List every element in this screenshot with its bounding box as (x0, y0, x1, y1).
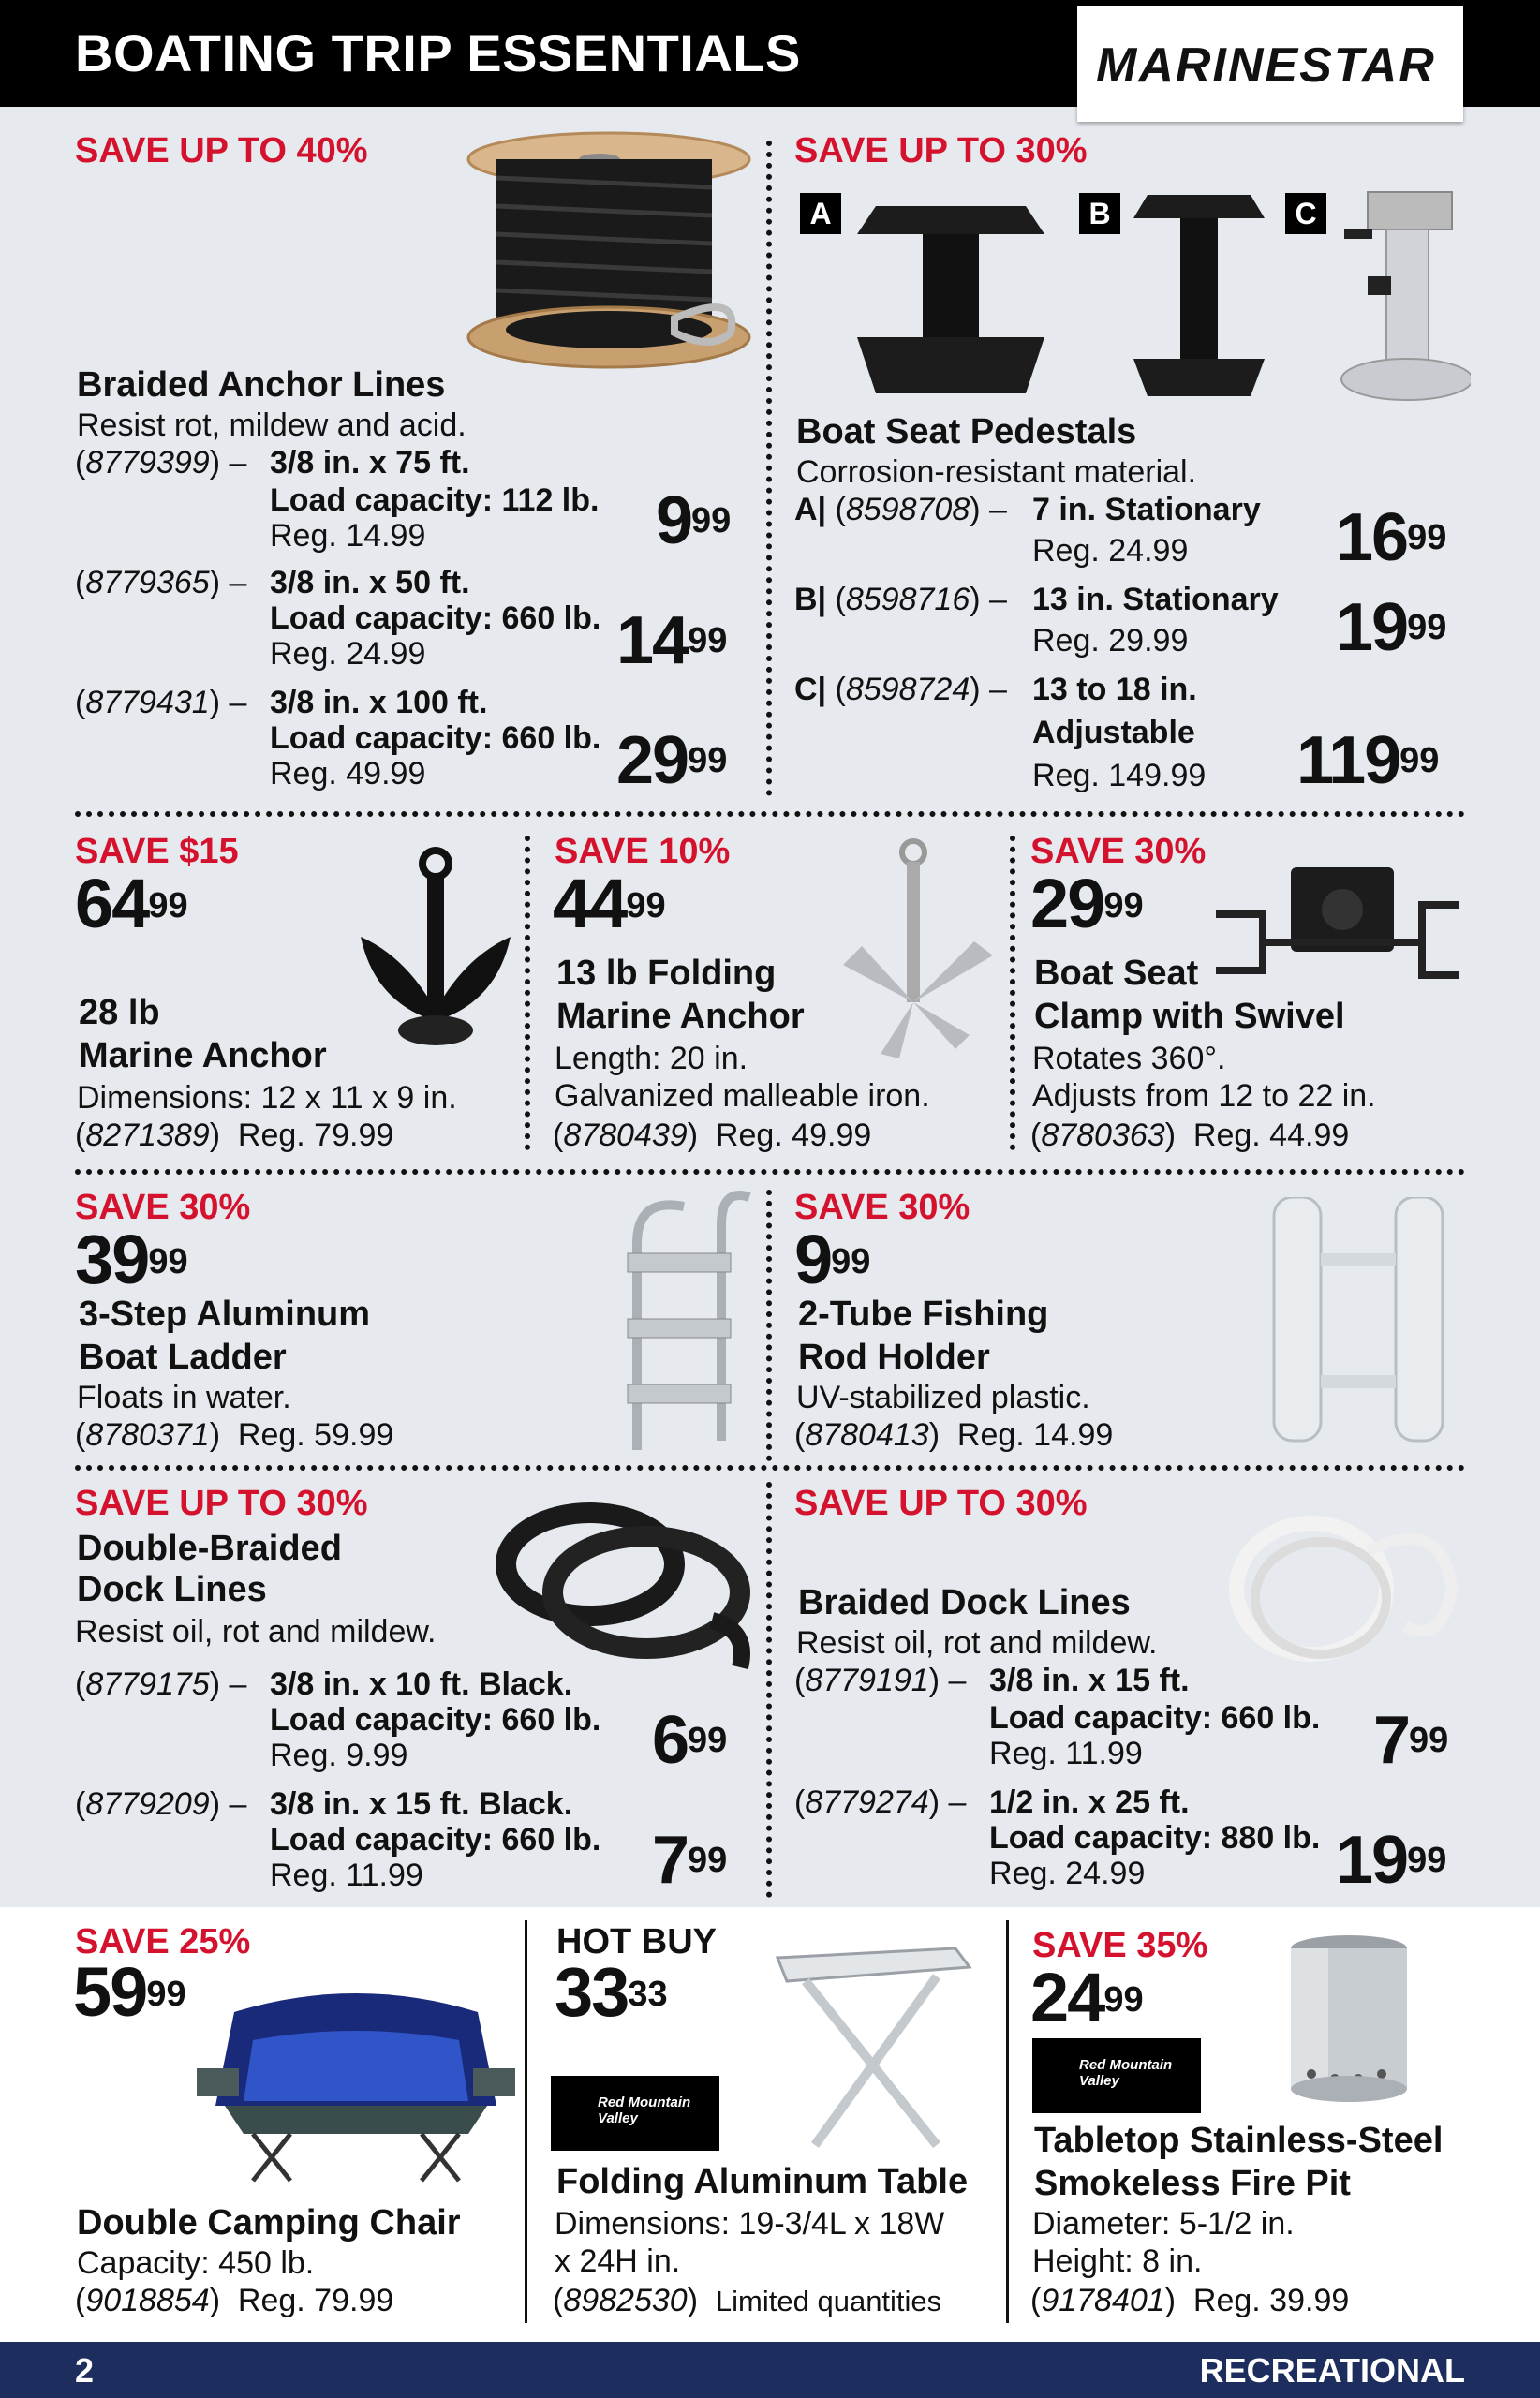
camp-chair-title: Double Camping Chair (77, 2203, 461, 2243)
pedestal-name: 13 to 18 in. (1032, 672, 1197, 707)
anchor-line-sku: (8779365) – (75, 565, 247, 600)
double-dock-desc: Resist oil, rot and mildew. (75, 1614, 437, 1650)
pedestals-save: SAVE UP TO 30% (794, 131, 1088, 170)
divider-horizontal (75, 811, 1465, 817)
dock-line-size: 3/8 in. x 15 ft. Black. (270, 1786, 573, 1822)
marine-anchor-desc: Dimensions: 12 x 11 x 9 in. (77, 1080, 457, 1116)
anchor-line-load: Load capacity: 112 lb. (270, 482, 600, 518)
dock-line-price: $7^{99}$ (652, 1823, 728, 1898)
pedestal-reg: Reg. 29.99 (1032, 623, 1189, 659)
folding-anchor-save: SAVE 10% (555, 832, 731, 871)
fire-pit-price: $24^{99}$ (1030, 1959, 1144, 2036)
divider-vertical (766, 141, 772, 796)
dock-line-load: Load capacity: 660 lb. (270, 1702, 601, 1738)
divider-vertical (525, 1920, 527, 2323)
label-a: A (800, 193, 841, 234)
page-number: 2 (75, 2351, 95, 2390)
pedestal-a-image (848, 187, 1054, 403)
dock-line-sku: (8779191) – (794, 1663, 967, 1698)
marine-anchor-title-2: Marine Anchor (79, 1036, 327, 1075)
rod-holder-title-2: Rod Holder (798, 1338, 990, 1377)
pedestal-price: $119^{99}$ (1296, 723, 1440, 798)
marinestar-logo (1077, 6, 1463, 122)
braided-dock-title: Braided Dock Lines (798, 1583, 1131, 1622)
folding-anchor-image (824, 834, 1012, 1068)
seat-clamp-title-2: Clamp with Swivel (1034, 997, 1345, 1036)
rod-holder-image (1265, 1197, 1452, 1450)
pedestal-sku: C| (8598724) – (794, 672, 1007, 707)
marine-anchor-image (356, 843, 515, 1077)
anchor-line-reg: Reg. 49.99 (270, 756, 426, 792)
rod-holder-title: 2-Tube Fishing (798, 1295, 1049, 1334)
seat-clamp-title: Boat Seat (1034, 954, 1199, 993)
folding-anchor-sku: (8780439) Reg. 49.99 (553, 1118, 872, 1153)
pedestal-price: $19^{99}$ (1336, 590, 1447, 665)
dock-line-reg: Reg. 11.99 (270, 1858, 423, 1893)
camping-chair-image (197, 1984, 515, 2190)
table-desc-2: x 24H in. (555, 2243, 681, 2279)
rod-holder-desc: UV-stabilized plastic. (796, 1380, 1090, 1415)
anchor-line-reg: Reg. 14.99 (270, 518, 426, 554)
double-dock-save: SAVE UP TO 30% (75, 1484, 368, 1523)
pedestals-desc: Corrosion-resistant material. (796, 454, 1197, 490)
pedestal-reg: Reg. 24.99 (1032, 533, 1189, 569)
dock-line-size: 1/2 in. x 25 ft. (989, 1784, 1190, 1820)
folding-table-image (759, 1939, 974, 2154)
label-c: C (1285, 193, 1326, 234)
dock-line-load: Load capacity: 660 lb. (989, 1700, 1321, 1736)
folding-anchor-title-2: Marine Anchor (556, 997, 805, 1036)
ladder-sku: (8780371) Reg. 59.99 (75, 1417, 394, 1453)
anchor-line-price: $14^{99}$ (616, 603, 728, 678)
anchor-line-sku: (8779431) – (75, 685, 247, 720)
table-title: Folding Aluminum Table (556, 2162, 969, 2201)
pedestals-title: Boat Seat Pedestals (796, 412, 1137, 451)
anchor-line-price: $9^{99}$ (656, 483, 732, 558)
anchor-line-load: Load capacity: 660 lb. (270, 720, 601, 756)
pedestal-name-2: Adjustable (1032, 715, 1195, 750)
seat-clamp-desc: Rotates 360°. (1032, 1041, 1226, 1076)
dock-line-price: $19^{99}$ (1336, 1823, 1447, 1898)
anchor-lines-title: Braided Anchor Lines (77, 365, 446, 405)
anchor-line-sku: (8779399) – (75, 445, 247, 481)
boat-ladder-image (609, 1188, 759, 1459)
double-dock-line-image (487, 1489, 759, 1677)
dock-line-price: $7^{99}$ (1373, 1703, 1449, 1778)
table-desc: Dimensions: 19-3/4L x 18W (555, 2206, 945, 2242)
divider-vertical (766, 1482, 772, 1898)
seat-clamp-desc-2: Adjusts from 12 to 22 in. (1032, 1078, 1376, 1114)
table-hot-buy: HOT BUY (556, 1922, 717, 1961)
anchor-line-size: 3/8 in. x 50 ft. (270, 565, 470, 600)
rod-holder-sku: (8780413) Reg. 14.99 (794, 1417, 1114, 1453)
folding-anchor-title: 13 lb Folding (556, 954, 777, 993)
anchor-line-load: Load capacity: 660 lb. (270, 600, 601, 636)
dock-line-size: 3/8 in. x 15 ft. (989, 1663, 1190, 1698)
marine-anchor-sku: (8271389) Reg. 79.99 (75, 1118, 394, 1153)
dock-line-sku: (8779175) – (75, 1666, 247, 1702)
pedestal-price: $16^{99}$ (1336, 500, 1447, 575)
dock-line-sku: (8779274) – (794, 1784, 967, 1820)
ladder-price: $39^{99}$ (75, 1221, 188, 1298)
ladder-desc: Floats in water. (77, 1380, 291, 1415)
braided-dock-line-image (1218, 1495, 1461, 1673)
page-title: BOATING TRIP ESSENTIALS (75, 23, 801, 82)
seat-clamp-save: SAVE 30% (1030, 832, 1207, 871)
page-footer (0, 2342, 1540, 2398)
anchor-line-spool-image (459, 131, 759, 375)
table-sku: (8982530) Limited quantities (553, 2283, 942, 2318)
anchor-line-reg: Reg. 24.99 (270, 636, 426, 672)
ladder-title-2: Boat Ladder (79, 1338, 287, 1377)
anchor-line-size: 3/8 in. x 75 ft. (270, 445, 470, 481)
rod-holder-price: $9^{99}$ (794, 1221, 871, 1298)
double-dock-title: Double-Braided (77, 1529, 342, 1568)
divider-vertical (525, 836, 530, 1150)
dock-line-sku: (8779209) – (75, 1786, 247, 1822)
double-dock-title-2: Dock Lines (77, 1570, 267, 1609)
rod-holder-save: SAVE 30% (794, 1188, 970, 1227)
divider-vertical (766, 1190, 772, 1461)
pedestal-sku: A| (8598708) – (794, 492, 1007, 527)
folding-anchor-price: $44^{99}$ (553, 865, 666, 942)
anchor-line-size: 3/8 in. x 100 ft. (270, 685, 488, 720)
label-b: B (1079, 193, 1120, 234)
braided-dock-desc: Resist oil, rot and mildew. (796, 1625, 1158, 1661)
red-mountain-valley-logo: Red Mountain Valley (551, 2076, 719, 2151)
marine-anchor-title: 28 lb (79, 993, 160, 1032)
marine-anchor-save: SAVE $15 (75, 832, 239, 871)
divider-vertical (1006, 1920, 1009, 2323)
folding-anchor-desc-2: Galvanized malleable iron. (555, 1078, 930, 1114)
fire-pit-image (1283, 1933, 1414, 2111)
fire-pit-desc: Diameter: 5-1/2 in. (1032, 2206, 1295, 2242)
braided-dock-save: SAVE UP TO 30% (794, 1484, 1088, 1523)
camp-chair-sku: (9018854) Reg. 79.99 (75, 2283, 394, 2318)
divider-vertical (1010, 836, 1015, 1150)
fire-pit-title-2: Smokeless Fire Pit (1034, 2164, 1351, 2203)
ladder-save: SAVE 30% (75, 1188, 251, 1227)
seat-clamp-sku: (8780363) Reg. 44.99 (1030, 1118, 1350, 1153)
pedestal-name: 7 in. Stationary (1032, 492, 1261, 527)
footer-category: RECREATIONAL (1199, 2351, 1465, 2390)
dock-line-load: Load capacity: 880 lb. (989, 1820, 1321, 1856)
divider-horizontal (75, 1465, 1465, 1471)
seat-clamp-price: $29^{99}$ (1030, 865, 1144, 942)
dock-line-price: $6^{99}$ (652, 1703, 728, 1778)
fire-pit-title: Tabletop Stainless-Steel (1034, 2121, 1444, 2160)
fire-pit-sku: (9178401) Reg. 39.99 (1030, 2283, 1350, 2318)
dock-line-reg: Reg. 11.99 (989, 1736, 1143, 1771)
divider-horizontal (75, 1169, 1465, 1175)
fire-pit-desc-2: Height: 8 in. (1032, 2243, 1203, 2279)
anchor-lines-save: SAVE UP TO 40% (75, 131, 368, 170)
pedestal-reg: Reg. 149.99 (1032, 758, 1207, 793)
camp-chair-desc: Capacity: 450 lb. (77, 2245, 315, 2281)
pedestal-name: 13 in. Stationary (1032, 582, 1279, 617)
dock-line-load: Load capacity: 660 lb. (270, 1822, 601, 1858)
pedestal-sku: B| (8598716) – (794, 582, 1007, 617)
anchor-line-price: $29^{99}$ (616, 723, 728, 798)
pedestal-b-image (1129, 185, 1269, 406)
anchor-lines-desc: Resist rot, mildew and acid. (77, 407, 466, 443)
marine-anchor-price: $64^{99}$ (75, 865, 188, 942)
fire-pit-save: SAVE 35% (1032, 1926, 1208, 1965)
seat-clamp-image (1207, 858, 1469, 999)
table-price: $33^{33}$ (555, 1953, 668, 2031)
camp-chair-save: SAVE 25% (75, 1922, 251, 1961)
logo-text: MARINESTAR (1096, 38, 1436, 93)
camp-chair-price: $59^{99}$ (73, 1953, 186, 2031)
folding-anchor-desc: Length: 20 in. (555, 1041, 748, 1076)
dock-line-reg: Reg. 9.99 (270, 1738, 408, 1773)
dock-line-size: 3/8 in. x 10 ft. Black. (270, 1666, 573, 1702)
dock-line-reg: Reg. 24.99 (989, 1856, 1146, 1891)
red-mountain-valley-logo: Red Mountain Valley (1032, 2038, 1201, 2113)
pedestal-c-image (1330, 183, 1471, 407)
ladder-title: 3-Step Aluminum (79, 1295, 371, 1334)
